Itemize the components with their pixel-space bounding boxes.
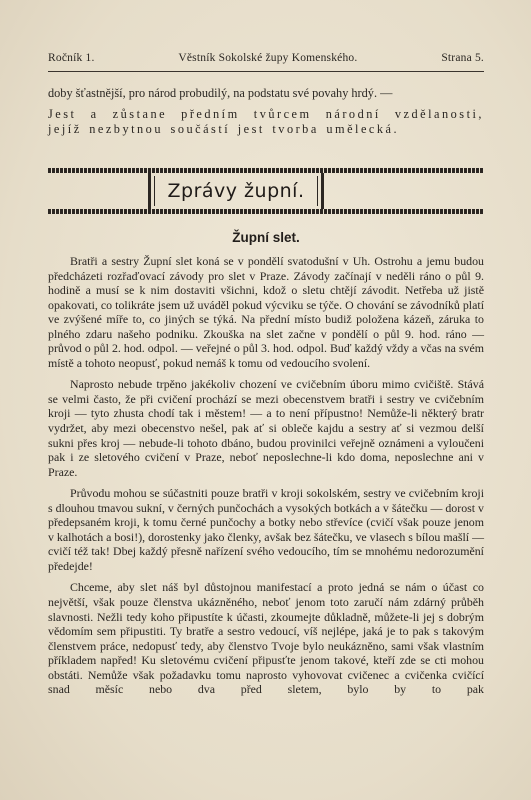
intro-text [48,86,484,137]
page-number: Strana 5. [441,52,484,64]
paragraph: Naprosto nebude trpěno jakékoliv chození ve cvičebním úboru mimo cvičiště. Stává se velmi často, že při cvičení prochází se mezi obecenstvem bratři i sestry ve cvičebním kroji — tyto zhusta chodí tak i městem! — a to není přípustno! Nemůže-li některý bratr vydržet, aby mezi obecenstvo nešel, pak ať si obleče kajdu a sestry ať si vezmou delší sukni přes kroj — nebude-li tohoto dbáno, budou provinilci veřejně oznámeni a vyloučeni pak i ze sletového cvičení v Praze, neboť neposlechne-li kdo doma, neposlechne ani v Praze. [48,377,484,479]
banner-inner-rule-left [154,176,155,206]
section-banner [48,168,484,214]
banner-title: Zprávy župní. [167,180,305,202]
volume-label: Ročník 1. [48,52,95,64]
header-rule [48,71,484,72]
article-body [48,254,484,697]
banner-inner-rule-right [317,176,318,206]
paragraph: Chceme, aby slet náš byl důstojnou manifestací a proto jedná se nám o účast co největší, však pouze členstva ukázněného, neboť jenom toto zaručí nám zdárný průběh slavnosti. Nežli tedy koho připustíte k účasti, zkoumejte důkladně, můžete-li jej s dobrým vědomím sem připustiti. Ty bratře a sestro vedoucí, víš nejlépe, jaká je to pak s takovým členstvem práce, nedopusť tedy, aby členstvo Tvoje bylo neukázněno, sami však vlastním příkladem napřed! Ku sletovému cvičení připusťte jenom takové, kteří zde se cti mohou obstáti. Nemůže však požadavku tomu naprosto vyhovovat cvičenec a cvičenka cvičící snad měsíc nebo dva před sletem, bylo by to pak [48,580,484,697]
intro-spaced-sentence: Jest a zůstane předním tvůrcem národní vzdělanosti, jejíž nezbytnou součástí jest tvorba umělecká. [48,107,484,136]
banner-bottom-band [48,209,484,214]
banner-title-box [148,173,324,209]
paragraph: Průvodu mohou se súčastniti pouze bratři v kroji sokolském, sestry ve cvičebním kroji s dlouhou tmavou sukní, v černých punčochách a vysokých botkách a v šátečku — dorost v předepsaném kroji, k tomu černé punčochy a botky nebo střevíce (cvičí však pouze jenom v kalhotách a bosi!), dorostenky jako členky, avšak bez šátečku, ve vlasech s bílou mašlí — cvičí též tak! Dbej každý přesně nařízení svého vedoucího, tím se mnohému nedorozumění předejde! [48,486,484,573]
intro-line: doby šťastnější, pro národ probudilý, na podstatu své povahy hrdý. — [48,86,393,100]
paragraph: Bratři a sestry Župní slet koná se v pondělí svatodušní v Uh. Ostrohu a jemu budou předcházeti rozřaďovací závody pro slet v Praze. Závody začínají v neděli ráno o půl 9. hodině a musí se k nim dostaviti všichni, kdož o sletu chtějí závodit. Netřeba už jistě opakovati, co tolikráte jsem už uváděl pokud výcviku se týče. O chování se závodníků platí ve zvýšené míře to, co jiných se týká. Na přední místo budiž položena kázeň, záruka to plného zdaru našeho podniku. Zkouška na slet začne v pondělí o půl 9. hod. ráno — průvod o půl 2. hod. odpol. — veřejné o půl 3. hod. odpol. Buď každý vždy a včas na svém místě a tohoto neopusť, pokud nemáš k tomu od vedoucího svolení. [48,254,484,370]
journal-title: Věstník Sokolské župy Komenského. [178,52,358,64]
section-title: Župní slet. [232,230,300,245]
running-header [48,52,484,64]
